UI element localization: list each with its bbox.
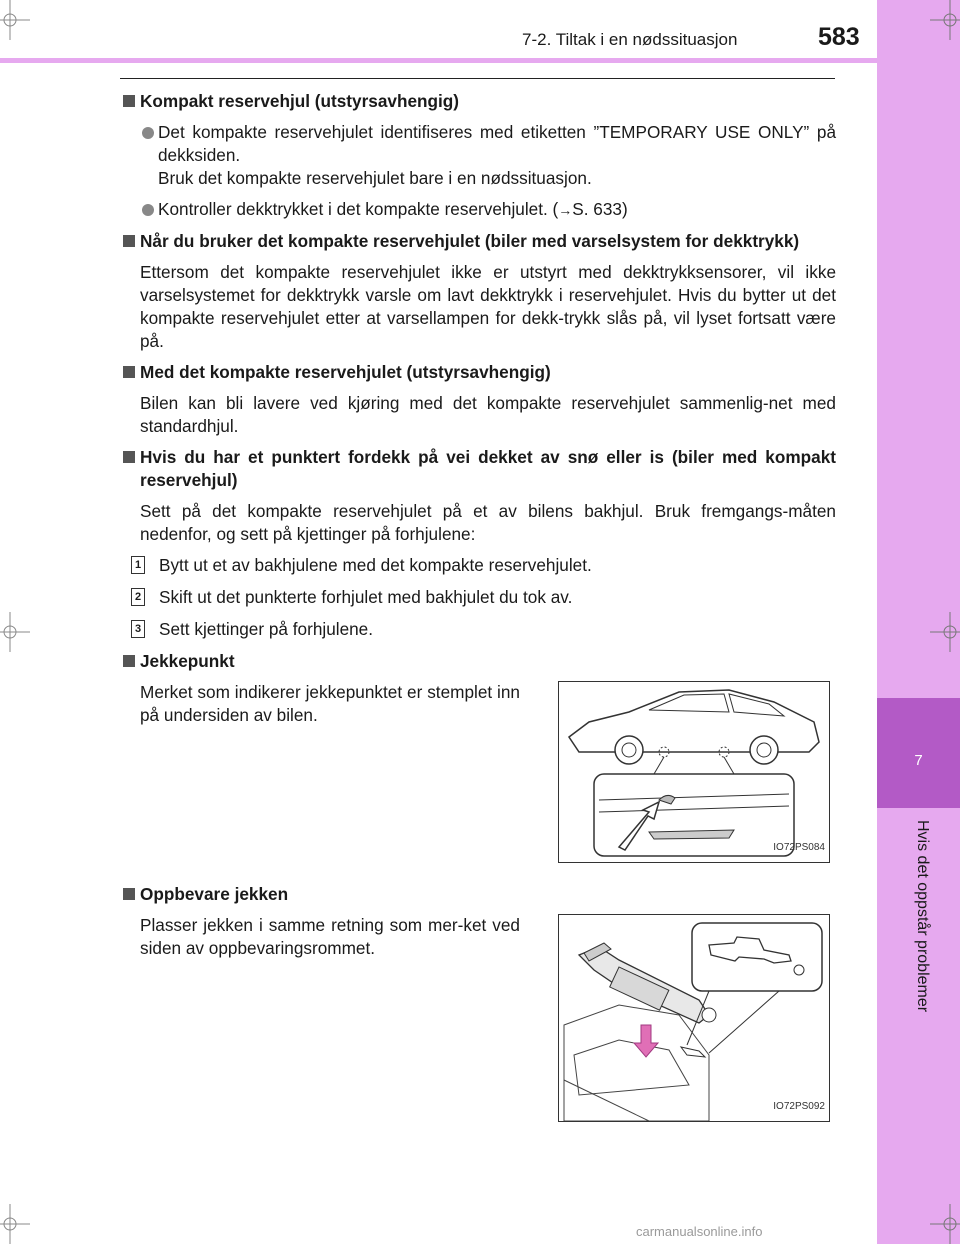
square-bullet-icon [123,655,135,667]
circle-bullet-icon [142,127,154,139]
header-bar [0,58,877,63]
crop-mark-top-right [930,0,960,40]
section-heading: Jekkepunkt [121,650,836,673]
crop-mark-right-middle [930,612,960,652]
figure-code: IO72PS084 [773,842,825,853]
step-number: 3 [131,620,145,638]
bullet-text: Bruk det kompakte reservehjulet bare i en nødssituasjon. [158,168,592,188]
step-number: 1 [131,556,145,574]
crop-mark-left-middle [0,612,30,652]
step-text: Bytt ut et av bakhjulene med det kompakte reservehjulet. [159,555,592,575]
numbered-step [121,586,836,609]
page-content [121,90,836,1142]
paragraph: Merket som indikerer jekkepunktet er stemplet inn på undersiden av bilen. [140,682,520,725]
bullet-item [121,198,836,222]
crop-mark-bottom-right [930,1204,960,1244]
step-text: Sett kjettinger på forhjulene. [159,619,374,639]
crop-mark-bottom-left [0,1204,30,1244]
jack-point-block [121,681,836,863]
paragraph: Bilen kan bli lavere ved kjøring med det kompakte reservehjulet sammenlig-net med standardhjul. [140,393,836,436]
section-heading: Oppbevare jekken [121,883,836,906]
step-number: 2 [131,588,145,606]
jack-storage-block [121,914,836,1122]
section-heading: Kompakt reservehjul (utstyrsavhengig) [121,90,836,113]
paragraph: Ettersom det kompakte reservehjulet ikke er utstyrt med dekktrykksensorer, vil ikke varselsystemet for dekktrykk varsle om lavt dekktrykk i reservehjulet. Hvis du bytter ut det kompakte reservehjulet etter at varsellampen for dekk-trykk slås på, vil lyset fortsatt være på. [140,262,836,351]
watermark: carmanualsonline.info [636,1224,763,1239]
chapter-number: 7 [914,752,923,769]
bullet-text: Kontroller dekktrykket i det kompakte reservehjulet. ( [158,199,559,219]
paragraph: Sett på det kompakte reservehjulet på et av bilens bakhjul. Bruk fremgangs-måten nedenfor, og sett på kjettinger på forhjulene: [140,501,836,544]
circle-bullet-icon [142,204,154,216]
figure-code: IO72PS092 [773,1101,825,1112]
step-text: Skift ut det punkterte forhjulet med bakhjulet du tok av. [159,587,573,607]
numbered-step [121,554,836,577]
jack-storage-illustration [558,914,830,1122]
section-title: 7-2. Tiltak i en nødssituasjon [522,30,738,49]
square-bullet-icon [123,888,135,900]
square-bullet-icon [123,235,135,247]
page-reference-link[interactable]: S. 633) [572,199,628,219]
crop-mark-top-left [0,0,30,40]
chapter-title: Hvis det oppstår problemer [914,820,931,1013]
bullet-item [121,121,836,190]
square-bullet-icon [123,451,135,463]
section-heading: Hvis du har et punktert fordekk på vei dekket av snø eller is (biler med kompakt reservehjul) [121,446,836,492]
square-bullet-icon [123,366,135,378]
page-number: 583 [818,23,860,51]
section-heading: Med det kompakte reservehjulet (utstyrsavhengig) [121,361,836,384]
jack-point-illustration [558,681,830,863]
square-bullet-icon [123,95,135,107]
arrow-icon: → [558,202,573,218]
bullet-text: Det kompakte reservehjulet identifiseres med etiketten ”TEMPORARY USE ONLY” på dekksiden. [158,122,836,165]
paragraph: Plasser jekken i samme retning som mer-ket ved siden av oppbevaringsrommet. [140,915,520,958]
section-heading: Når du bruker det kompakte reservehjulet (biler med varselsystem for dekktrykk) [121,230,836,253]
numbered-step [121,618,836,641]
header-rule [120,78,835,79]
